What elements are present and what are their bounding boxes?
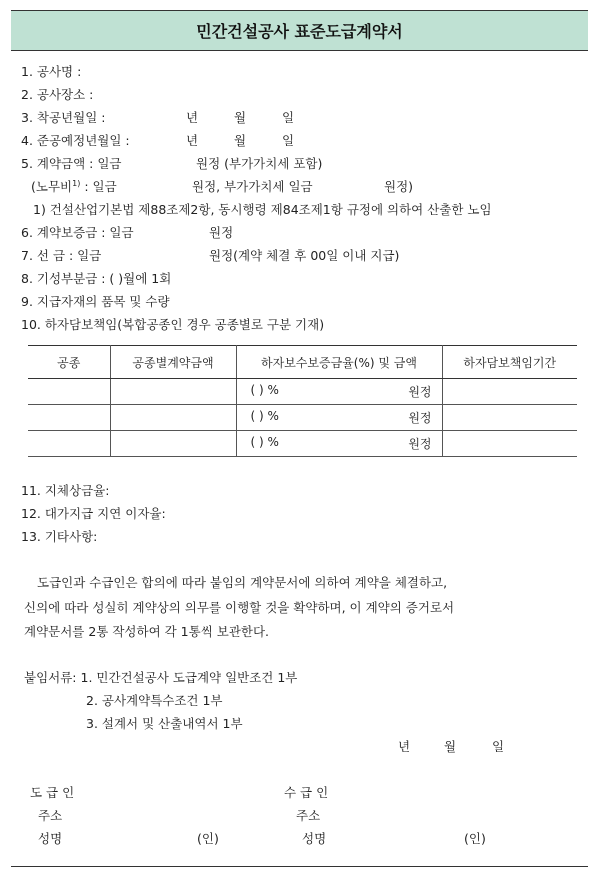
footnote: 1) 건설산업기본법 제88조제2항, 동시행령 제84조제1항 규정에 의하여 산출한 노임: [33, 202, 492, 217]
labor-cost-won: 원정, 부가가치세 일금: [192, 179, 313, 194]
item-start-date-label: 3. 착공년월일 :: [21, 110, 106, 125]
table-cell[interactable]: [28, 405, 110, 431]
won-label: 원정: [408, 385, 432, 399]
receiver-name-label: 성명: [302, 831, 327, 846]
table-cell[interactable]: [442, 379, 577, 405]
table-cell[interactable]: [28, 379, 110, 405]
advance-payment-won: 원정(계약 체결 후 00일 이내 지급): [209, 248, 400, 263]
agreement-line-1: 도급인과 수급인은 합의에 따라 붙임의 계약문서에 의하여 계약을 체결하고,: [37, 575, 448, 590]
item-contract-deposit: 6. 계약보증금 : 일금: [21, 225, 134, 240]
table-row: [28, 379, 577, 405]
agreement-line-3: 계약문서를 2통 작성하여 각 1통씩 보관한다.: [24, 624, 270, 639]
table-header-row: [28, 346, 577, 379]
labor-cost-prefix: (노무비: [31, 179, 73, 194]
percent-field: ( ) %: [250, 409, 279, 423]
signature-date-year: 년: [398, 739, 411, 754]
completion-date-year: 년: [186, 133, 199, 148]
contractor-title: 도 급 인: [30, 785, 75, 800]
header-work-type: 공종: [28, 346, 110, 379]
table-cell[interactable]: [28, 431, 110, 457]
item-contract-amount: 5. 계약금액 : 일금: [21, 156, 122, 171]
item-completion-date-label: 4. 준공예정년월일 :: [21, 133, 130, 148]
labor-cost-line: [31, 177, 117, 195]
attachment-2: 2. 공사계약특수조건 1부: [86, 693, 223, 708]
attachment-3: 3. 설계서 및 산출내역서 1부: [86, 716, 243, 731]
contract-deposit-won: 원정: [209, 225, 234, 240]
receiver-title: 수 급 인: [284, 785, 329, 800]
table-cell[interactable]: [110, 405, 236, 431]
item-project-name: 1. 공사명 :: [21, 64, 82, 79]
start-date-month: 월: [234, 110, 247, 125]
agreement-line-2: 신의에 따라 성실히 계약상의 의무를 이행할 것을 확약하며, 이 계약의 증거로서: [24, 600, 455, 615]
signature-date-month: 월: [444, 739, 457, 754]
table-row: [28, 431, 577, 457]
item-advance-payment: 7. 선 금 : 일금: [21, 248, 102, 263]
table-cell[interactable]: [442, 405, 577, 431]
item-defect-liability: 10. 하자담보책임(복합공종인 경우 공종별로 구분 기재): [21, 317, 325, 332]
completion-date-day: 일: [282, 133, 295, 148]
contract-amount-won: 원정 (부가가치세 포함): [196, 156, 323, 171]
defect-liability-table: [28, 345, 577, 457]
labor-cost-mid: : 일금: [84, 179, 117, 194]
table-row: [28, 405, 577, 431]
item-supplied-materials: 9. 지급자재의 품목 및 수량: [21, 294, 170, 309]
table-cell[interactable]: [110, 431, 236, 457]
signature-date-day: 일: [492, 739, 505, 754]
item-delay-penalty: 11. 지체상금율:: [21, 483, 110, 498]
item-project-location: 2. 공사장소 :: [21, 87, 94, 102]
table-cell[interactable]: [442, 431, 577, 457]
header-contract-amount: 공종별계약금액: [110, 346, 236, 379]
table-cell[interactable]: [236, 431, 442, 457]
contractor-name-label: 성명: [38, 831, 63, 846]
item-progress-payment: 8. 기성부분금 : ( )월에 1회: [21, 271, 172, 286]
receiver-address-label: 주소: [296, 808, 321, 823]
header-liability-period: 하자담보책임기간: [442, 346, 577, 379]
contractor-seal: (인): [197, 831, 219, 846]
start-date-year: 년: [186, 110, 199, 125]
item-late-payment-interest: 12. 대가지급 지연 이자율:: [21, 506, 166, 521]
won-label: 원정: [408, 411, 432, 425]
table-cell[interactable]: [236, 405, 442, 431]
header-warranty-deposit: 하자보수보증금율(%) 및 금액: [236, 346, 442, 379]
labor-cost-end: 원정): [384, 179, 414, 194]
item-other-matters: 13. 기타사항:: [21, 529, 98, 544]
percent-field: ( ) %: [250, 435, 279, 449]
bottom-divider: [11, 866, 588, 867]
percent-field: ( ) %: [250, 383, 279, 397]
won-label: 원정: [408, 437, 432, 451]
table-cell[interactable]: [110, 379, 236, 405]
labor-footnote-mark: 1): [72, 178, 81, 188]
start-date-day: 일: [282, 110, 295, 125]
receiver-seal: (인): [464, 831, 486, 846]
table-cell[interactable]: [236, 379, 442, 405]
contractor-address-label: 주소: [38, 808, 63, 823]
completion-date-month: 월: [234, 133, 247, 148]
attachments-label: 붙임서류: 1. 민간건설공사 도급계약 일반조건 1부: [24, 670, 298, 685]
document-title: 민간건설공사 표준도급계약서: [11, 10, 588, 51]
